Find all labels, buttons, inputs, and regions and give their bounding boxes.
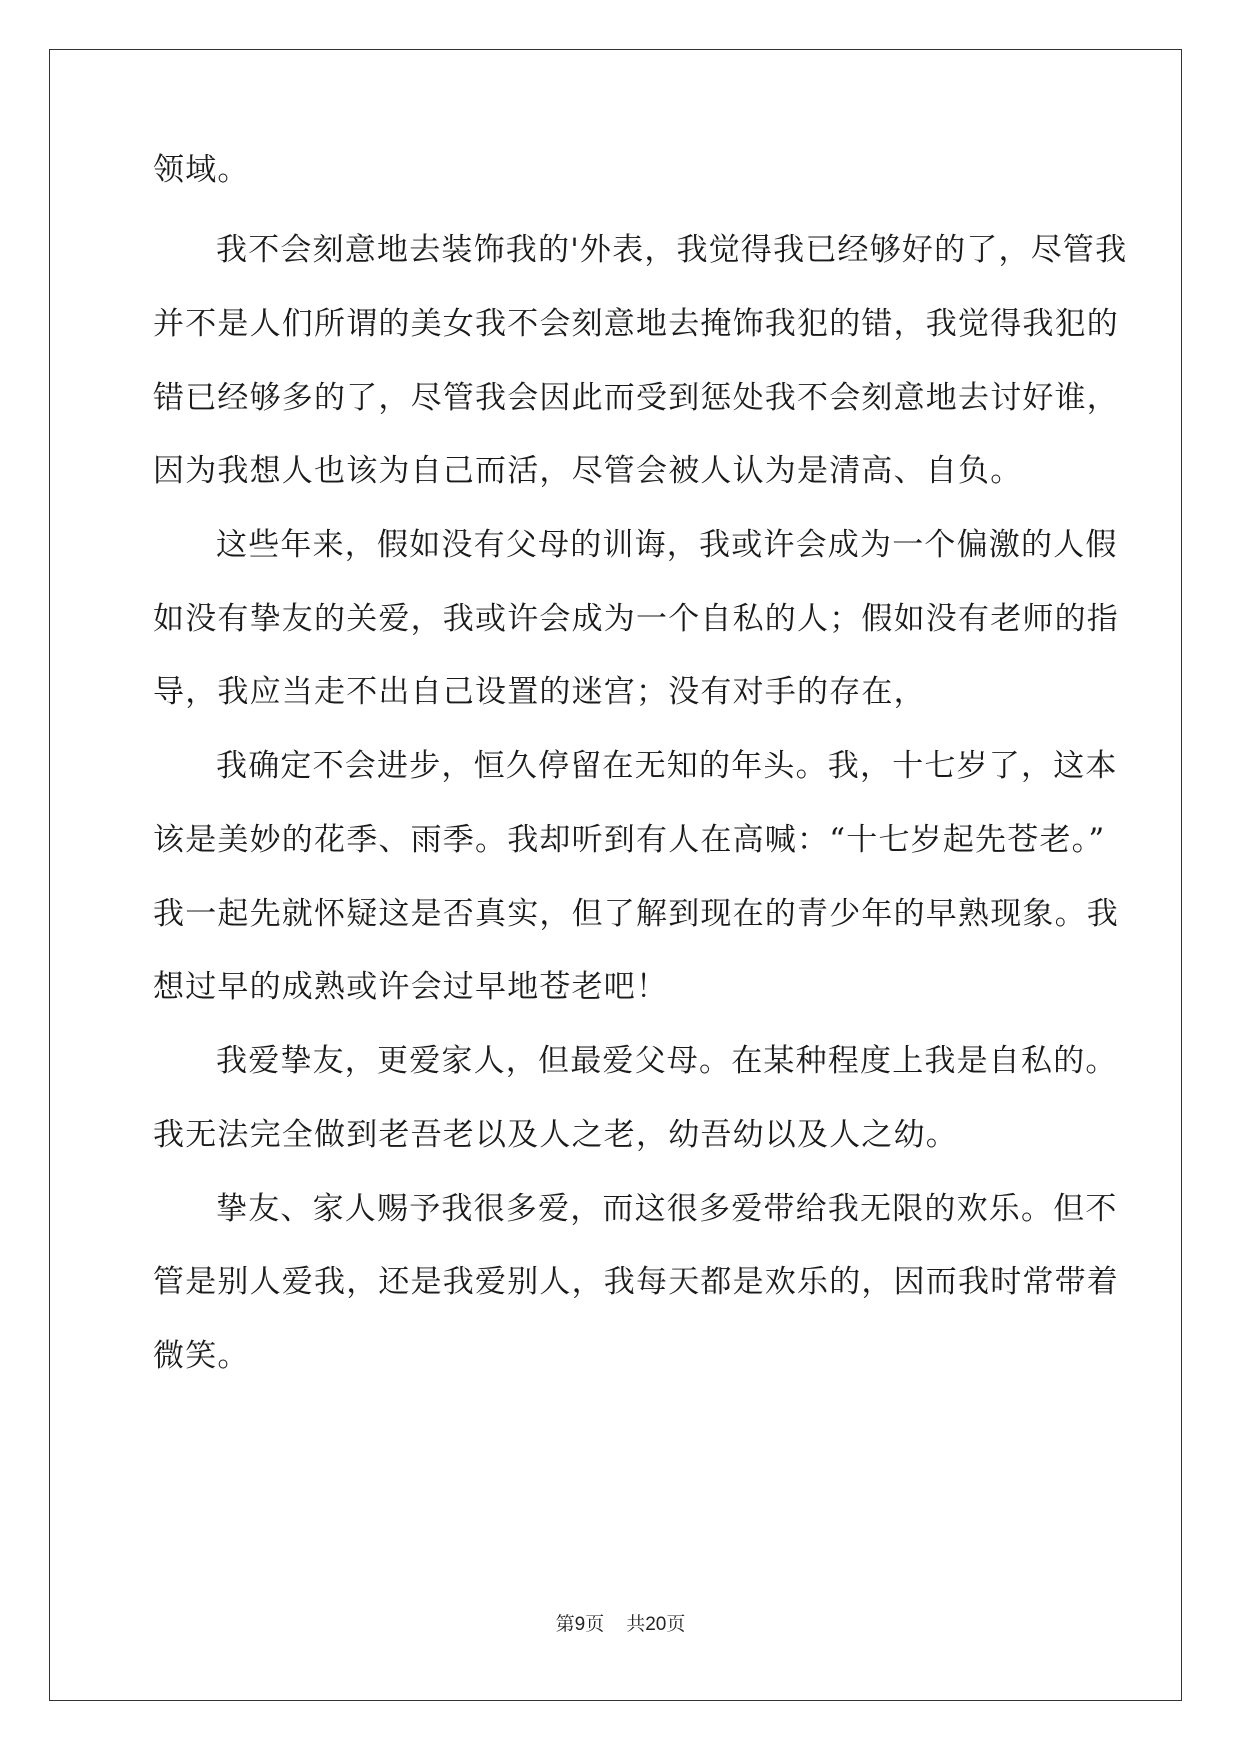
text-line: 这些年来，假如没有父母的训诲，我或许会成为一个偏激的人假 xyxy=(216,527,1118,563)
total-pages: 20 xyxy=(645,1614,667,1635)
text-line: 因为我想人也该为自己而活，尽管会被人认为是清高、自负。 xyxy=(153,453,1023,489)
text-line: 我无法完全做到老吾老以及人之老，幼吾幼以及人之幼。 xyxy=(153,1117,958,1153)
page-number: 9 xyxy=(574,1614,586,1635)
text-line: 我爱挚友，更爱家人，但最爱父母。在某种程度上我是自私的。 xyxy=(216,1043,1118,1079)
text-line: 我一起先就怀疑这是否真实，但了解到现在的青少年的早熟现象。我 xyxy=(153,896,1119,932)
text-line: 领域。 xyxy=(153,152,250,188)
page-suffix: 页 xyxy=(585,1613,605,1635)
page-footer xyxy=(0,1612,1241,1637)
text-line: 导，我应当走不出自己设置的迷宫；没有对手的存在， xyxy=(153,674,926,710)
text-line: 微笑。 xyxy=(153,1338,250,1374)
page-prefix: 第 xyxy=(555,1613,575,1635)
text-line: 想过早的成熟或许会过早地苍老吧！ xyxy=(153,969,669,1005)
text-line: 该是美妙的花季、雨季。我却听到有人在高喊：“十七岁起先苍老。” xyxy=(153,822,1106,858)
text-line: 挚友、家人赐予我很多爱，而这很多爱带给我无限的欢乐。但不 xyxy=(216,1191,1118,1227)
text-line: 我不会刻意地去装饰我的'外表，我觉得我已经够好的了，尽管我 xyxy=(216,232,1128,268)
text-line: 管是别人爱我，还是我爱别人，我每天都是欢乐的，因而我时常带着 xyxy=(153,1264,1119,1300)
text-line: 并不是人们所谓的美女我不会刻意地去掩饰我犯的错，我觉得我犯的 xyxy=(153,306,1119,342)
text-line: 如没有挚友的关爱，我或许会成为一个自私的人；假如没有老师的指 xyxy=(153,601,1119,637)
total-prefix: 共 xyxy=(626,1613,646,1635)
page-border xyxy=(49,49,1182,1701)
text-line: 我确定不会进步，恒久停留在无知的年头。我，十七岁了，这本 xyxy=(216,748,1118,784)
total-suffix: 页 xyxy=(666,1613,686,1635)
text-line: 错已经够多的了，尽管我会因此而受到惩处我不会刻意地去讨好谁， xyxy=(153,380,1119,416)
